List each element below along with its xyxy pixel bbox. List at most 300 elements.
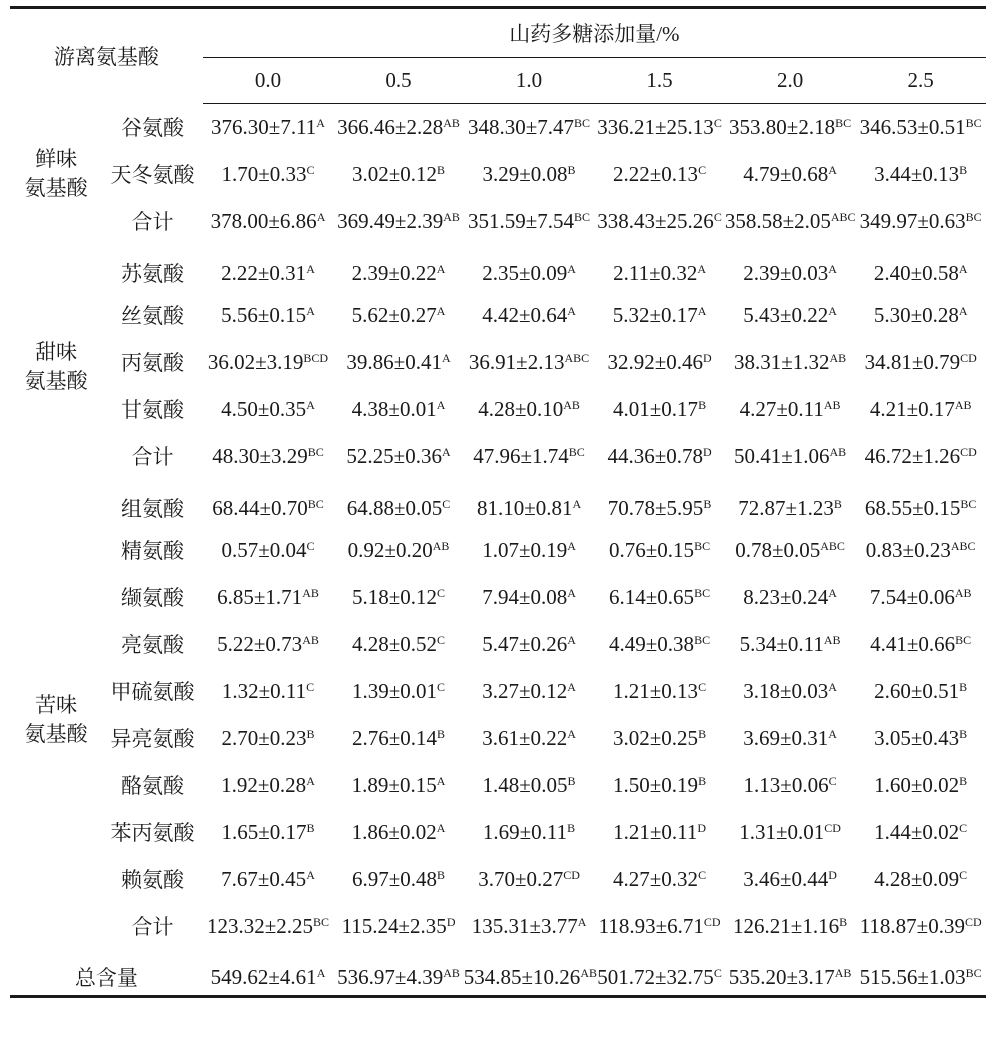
significance-letter: BC — [694, 632, 711, 647]
value — [743, 867, 837, 892]
value — [221, 303, 315, 328]
value — [743, 261, 837, 286]
total-label: 总含量 — [10, 950, 203, 997]
value-cell — [725, 386, 856, 433]
significance-letter: A — [828, 679, 837, 694]
value — [874, 726, 967, 751]
significance-letter: C — [437, 585, 446, 600]
value-cell — [464, 950, 595, 997]
significance-letter: B — [698, 773, 707, 788]
value — [352, 261, 446, 286]
value — [734, 350, 846, 375]
value — [743, 303, 837, 328]
table-row — [10, 574, 986, 621]
value-cell — [333, 903, 464, 950]
significance-letter: A — [572, 496, 582, 511]
value — [860, 115, 982, 140]
amino-acid-label: 苯丙氨酸 — [110, 821, 195, 845]
significance-letter: CD — [824, 820, 841, 835]
table-row — [10, 433, 986, 480]
value — [607, 350, 711, 375]
value-text: 3.70±0.27 — [478, 866, 564, 891]
significance-letter: A — [958, 261, 968, 276]
value — [482, 632, 576, 657]
significance-letter: AB — [302, 632, 319, 647]
value — [607, 444, 711, 469]
value — [744, 773, 837, 798]
significance-letter: B — [437, 726, 446, 741]
table-row — [10, 339, 986, 386]
value-text: 1.60±0.02 — [874, 772, 960, 797]
value-text: 535.20±3.17 — [728, 964, 835, 989]
value-cell — [333, 198, 464, 245]
significance-letter: C — [713, 965, 722, 980]
value-text: 36.02±3.19 — [207, 349, 304, 374]
significance-letter: AB — [829, 444, 847, 459]
value — [483, 820, 575, 845]
significance-letter: A — [306, 303, 315, 318]
value-cell — [594, 480, 725, 527]
significance-letter: A — [697, 261, 707, 276]
significance-letter: B — [698, 726, 707, 741]
value-text: 4.28±0.52 — [352, 631, 438, 656]
value-text: 349.97±0.63 — [859, 208, 966, 233]
value-text: 5.18±0.12 — [352, 584, 438, 609]
value-text: 338.43±25.26 — [597, 208, 714, 233]
amino-acid-label: 亮氨酸 — [121, 633, 185, 657]
value-cell — [464, 104, 595, 151]
significance-letter: ABC — [950, 538, 976, 553]
value-text: 4.42±0.64 — [482, 302, 568, 327]
value — [352, 726, 445, 751]
value-cell — [203, 292, 334, 339]
amino-acid-label: 丝氨酸 — [121, 304, 185, 328]
value-text: 1.86±0.02 — [351, 819, 437, 844]
value — [346, 350, 450, 375]
value — [352, 397, 446, 422]
value-cell — [855, 104, 986, 151]
value-cell — [464, 245, 595, 292]
value — [597, 209, 722, 234]
value — [352, 303, 446, 328]
value-cell — [855, 903, 986, 950]
significance-letter: C — [828, 773, 837, 788]
value-text: 5.30±0.28 — [873, 302, 959, 327]
table-row — [10, 386, 986, 433]
value-text: 118.87±0.39 — [859, 913, 965, 938]
value-text: 3.05±0.43 — [874, 725, 960, 750]
significance-letter: B — [567, 773, 576, 788]
amino-acid-table — [10, 6, 986, 998]
significance-letter: ABC — [820, 538, 845, 553]
value-text: 48.30±3.29 — [212, 443, 308, 468]
value-text: 1.07±0.19 — [482, 537, 568, 562]
value-cell — [855, 151, 986, 198]
amino-acid-label: 精氨酸 — [121, 539, 185, 563]
significance-letter: A — [306, 773, 315, 788]
significance-letter: BC — [313, 914, 330, 929]
value-text: 2.11±0.32 — [613, 260, 698, 285]
significance-letter: A — [567, 303, 576, 318]
value — [743, 585, 837, 610]
value-text: 3.02±0.25 — [613, 725, 699, 750]
value — [865, 496, 977, 521]
value-text: 1.39±0.01 — [352, 678, 438, 703]
value — [348, 538, 450, 563]
level-header: 0.0 — [203, 58, 334, 104]
value-text: 366.46±2.28 — [337, 114, 444, 139]
significance-letter: B — [306, 726, 315, 741]
value-cell — [725, 480, 856, 527]
value-cell — [203, 809, 334, 856]
significance-letter: A — [828, 726, 837, 741]
value-text: 52.25±0.36 — [346, 443, 442, 468]
value — [729, 965, 852, 990]
table-row — [10, 856, 986, 903]
value — [613, 773, 706, 798]
value — [609, 632, 710, 657]
value-text: 1.31±0.01 — [739, 819, 825, 844]
significance-letter: AB — [302, 585, 319, 600]
value-text: 4.27±0.32 — [613, 866, 699, 891]
value-cell — [594, 762, 725, 809]
table-row — [10, 527, 986, 574]
value-text: 2.22±0.13 — [613, 161, 699, 186]
significance-letter: A — [441, 444, 451, 459]
significance-letter: C — [437, 679, 446, 694]
value-text: 123.32±2.25 — [206, 913, 314, 938]
significance-letter: C — [713, 209, 722, 224]
significance-letter: A — [567, 538, 576, 553]
value — [870, 585, 972, 610]
value-text: 70.78±5.95 — [607, 495, 704, 520]
value-cell — [464, 762, 595, 809]
value-cell — [594, 950, 725, 997]
value-cell — [725, 668, 856, 715]
significance-letter: AB — [443, 115, 460, 130]
value — [221, 867, 315, 892]
value-text: 5.47±0.26 — [482, 631, 568, 656]
value — [613, 726, 706, 751]
significance-letter: BCD — [303, 350, 329, 365]
value — [352, 585, 445, 610]
value-text: 4.50±0.35 — [221, 396, 307, 421]
value-text: 369.49±2.39 — [337, 208, 444, 233]
value-cell — [855, 809, 986, 856]
value-text: 358.58±2.05 — [724, 208, 831, 233]
significance-letter: BC — [574, 115, 591, 130]
significance-letter: BC — [307, 496, 324, 511]
value-text: 3.18±0.03 — [743, 678, 829, 703]
value-cell — [725, 574, 856, 621]
value — [468, 209, 590, 234]
value-cell — [464, 386, 595, 433]
table-row — [10, 104, 986, 151]
value-cell — [594, 151, 725, 198]
significance-letter: A — [316, 965, 326, 980]
value — [212, 496, 324, 521]
significance-letter: B — [839, 914, 848, 929]
value — [482, 679, 576, 704]
significance-letter: A — [436, 820, 446, 835]
value — [613, 397, 706, 422]
value-text: 515.56±1.03 — [859, 964, 966, 989]
significance-letter: A — [567, 585, 576, 600]
value — [860, 965, 982, 990]
value-cell — [464, 809, 595, 856]
value-cell — [855, 715, 986, 762]
value — [865, 350, 977, 375]
level-header: 1.0 — [464, 58, 595, 104]
value-text: 126.21±1.16 — [733, 913, 840, 938]
significance-letter: BC — [694, 538, 711, 553]
table-row — [10, 668, 986, 715]
value — [870, 397, 972, 422]
value-cell — [594, 386, 725, 433]
value-text: 7.67±0.45 — [221, 866, 307, 891]
table-row — [10, 809, 986, 856]
value — [483, 773, 576, 798]
value-cell — [464, 339, 595, 386]
value-cell — [594, 339, 725, 386]
value-cell — [855, 621, 986, 668]
value-text: 353.80±2.18 — [729, 114, 836, 139]
value — [352, 773, 446, 798]
value-text: 0.76±0.15 — [609, 537, 695, 562]
value-cell — [594, 668, 725, 715]
value-text: 2.70±0.23 — [221, 725, 307, 750]
value-text: 38.31±1.32 — [733, 349, 830, 374]
value-cell — [333, 386, 464, 433]
significance-letter: A — [567, 726, 576, 741]
significance-letter: BC — [960, 496, 977, 511]
value-text: 1.48±0.05 — [482, 772, 568, 797]
value-cell — [464, 621, 595, 668]
value — [874, 867, 967, 892]
value-cell — [725, 950, 856, 997]
significance-letter: A — [436, 773, 446, 788]
value-cell — [725, 762, 856, 809]
value-cell — [203, 527, 334, 574]
value-cell — [855, 527, 986, 574]
value-text: 1.50±0.19 — [613, 772, 699, 797]
significance-letter: B — [437, 162, 446, 177]
value-text: 3.69±0.31 — [743, 725, 829, 750]
significance-letter: BC — [965, 965, 982, 980]
value-text: 1.89±0.15 — [351, 772, 437, 797]
value-cell — [203, 950, 334, 997]
value — [613, 162, 706, 187]
value-text: 8.23±0.24 — [743, 584, 829, 609]
value-cell — [333, 151, 464, 198]
table-body — [10, 104, 986, 997]
value — [597, 965, 722, 990]
table-row — [10, 715, 986, 762]
value — [740, 632, 841, 657]
value-cell — [594, 574, 725, 621]
value — [482, 261, 576, 286]
value-cell — [464, 668, 595, 715]
amino-acid-table-container — [10, 6, 986, 998]
value-text: 39.86±0.41 — [346, 349, 442, 374]
value-text: 0.92±0.20 — [347, 537, 433, 562]
value-text: 5.22±0.73 — [217, 631, 303, 656]
value — [464, 965, 597, 990]
value-text: 72.87±1.23 — [738, 495, 834, 520]
significance-letter: AB — [823, 397, 841, 412]
amino-acid-label: 天冬氨酸 — [110, 163, 195, 187]
value-cell — [333, 574, 464, 621]
value-text: 1.21±0.11 — [613, 819, 698, 844]
significance-letter: A — [316, 209, 326, 224]
significance-letter: C — [306, 162, 315, 177]
level-header: 0.5 — [333, 58, 464, 104]
value-cell — [725, 104, 856, 151]
significance-letter: A — [436, 303, 446, 318]
value-cell — [464, 433, 595, 480]
value-text: 1.32±0.11 — [221, 678, 307, 703]
value-cell — [464, 480, 595, 527]
value — [866, 538, 976, 563]
significance-letter: A — [306, 397, 315, 412]
value-text: 5.56±0.15 — [221, 302, 307, 327]
significance-letter: AB — [443, 209, 460, 224]
value — [221, 162, 314, 187]
value-cell — [725, 809, 856, 856]
value-cell — [203, 480, 334, 527]
header-row-1 — [10, 8, 986, 58]
table-row — [10, 480, 986, 527]
value — [860, 914, 982, 939]
value — [352, 679, 445, 704]
value — [482, 726, 576, 751]
value-cell — [855, 245, 986, 292]
table-row — [10, 621, 986, 668]
value-cell — [333, 480, 464, 527]
value-text: 3.29±0.08 — [482, 161, 568, 186]
value — [352, 820, 446, 845]
value-cell — [594, 245, 725, 292]
value-text: 4.41±0.66 — [870, 631, 956, 656]
value-cell — [725, 292, 856, 339]
significance-letter: A — [306, 261, 315, 276]
value — [217, 632, 319, 657]
value-cell — [203, 903, 334, 950]
amino-acid-label: 赖氨酸 — [121, 868, 185, 892]
significance-letter: A — [441, 350, 451, 365]
value-cell — [594, 621, 725, 668]
value-text: 3.46±0.44 — [743, 866, 829, 891]
value-cell — [203, 386, 334, 433]
value-cell — [333, 245, 464, 292]
value — [874, 820, 967, 845]
value-text: 44.36±0.78 — [607, 443, 703, 468]
table-row — [10, 151, 986, 198]
significance-letter: D — [702, 350, 712, 365]
significance-letter: A — [697, 303, 707, 318]
significance-letter: C — [698, 867, 707, 882]
value — [608, 496, 712, 521]
value — [221, 397, 315, 422]
significance-letter: B — [567, 820, 576, 835]
row-label-header: 游离氨基酸 — [10, 8, 203, 104]
value-cell — [203, 621, 334, 668]
significance-letter: C — [713, 115, 722, 130]
value-cell — [594, 433, 725, 480]
value — [874, 773, 967, 798]
value-cell — [594, 527, 725, 574]
value-cell — [725, 198, 856, 245]
value-text: 536.97±4.39 — [337, 964, 444, 989]
value-text: 135.31±3.77 — [471, 913, 578, 938]
value-cell — [333, 527, 464, 574]
value — [211, 965, 326, 990]
significance-letter: C — [306, 538, 315, 553]
value-text: 549.62±4.61 — [210, 964, 317, 989]
value — [740, 397, 841, 422]
value — [346, 444, 450, 469]
level-header: 2.0 — [725, 58, 856, 104]
value-text: 2.39±0.03 — [743, 260, 829, 285]
table-row — [10, 903, 986, 950]
value — [337, 209, 460, 234]
value-cell — [855, 386, 986, 433]
value-cell — [203, 339, 334, 386]
value-cell — [333, 339, 464, 386]
value-cell — [333, 668, 464, 715]
group-label: 甜味 氨基酸 — [24, 340, 88, 393]
value-text: 1.65±0.17 — [221, 819, 307, 844]
value-cell — [333, 762, 464, 809]
table-row — [10, 198, 986, 245]
value-cell — [203, 762, 334, 809]
significance-letter: ABC — [830, 209, 856, 224]
value — [337, 965, 460, 990]
significance-letter: B — [959, 162, 968, 177]
value-text: 336.21±25.13 — [597, 114, 714, 139]
value — [743, 679, 837, 704]
value-cell — [855, 950, 986, 997]
value — [609, 585, 710, 610]
value-text: 501.72±32.75 — [597, 964, 714, 989]
value — [211, 115, 325, 140]
value — [347, 496, 451, 521]
significance-letter: BC — [835, 115, 852, 130]
significance-letter: BC — [694, 585, 711, 600]
value-text: 348.30±7.47 — [468, 114, 575, 139]
group-label: 苦味 氨基酸 — [24, 692, 88, 746]
value — [743, 726, 837, 751]
value-cell — [725, 903, 856, 950]
level-header: 2.5 — [855, 58, 986, 104]
significance-letter: C — [306, 679, 315, 694]
value — [874, 679, 967, 704]
significance-letter: C — [959, 820, 968, 835]
significance-letter: B — [833, 496, 842, 511]
value — [735, 538, 845, 563]
value — [478, 397, 580, 422]
value — [613, 261, 706, 286]
value-text: 3.61±0.22 — [482, 725, 568, 750]
value-text: 115.24±2.35 — [341, 913, 447, 938]
value-text: 2.22±0.31 — [221, 260, 307, 285]
value-cell — [855, 574, 986, 621]
group-label: 鲜味 氨基酸 — [24, 147, 88, 200]
value-cell — [203, 198, 334, 245]
significance-letter: B — [306, 820, 315, 835]
value-cell — [464, 292, 595, 339]
value-text: 5.32±0.17 — [612, 302, 698, 327]
